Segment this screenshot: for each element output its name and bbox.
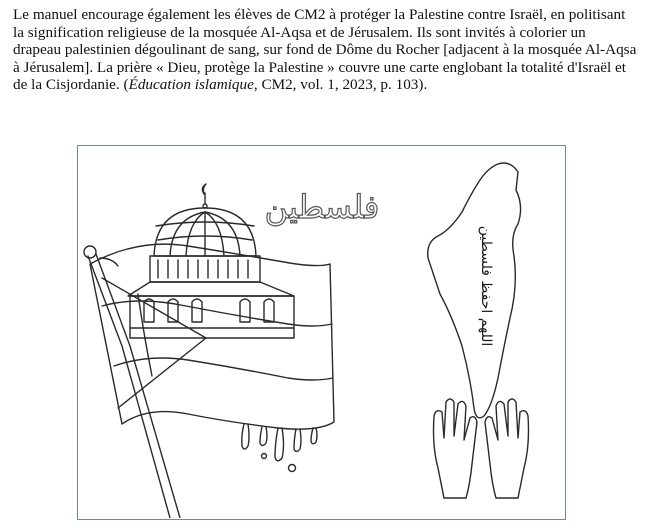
palestine-map-outline: [428, 163, 521, 418]
illustration-svg: [78, 146, 564, 518]
caption-paragraph: [13, 6, 637, 94]
coloring-illustration: [77, 145, 566, 520]
palestinian-flag-drawing: [90, 244, 334, 471]
caption-text-end: , CM2, vol. 1, 2023, p. 103).: [253, 76, 428, 94]
map-prayer-text: اللهم احفظ فلسطين: [478, 225, 494, 347]
praying-hands-drawing: [434, 399, 529, 498]
flag-pole: [88, 254, 180, 518]
caption-text-main: Le manuel encourage également les élèves de CM2 à protéger la Palestine contre Israël, en politisant la signification religieuse de la mosquée Al-Aqsa et de Jérusalem. Ils sont invités à colorier un drapeau palestinien dégoulinant de sang, sur fond de Dôme du Rocher [adjacent à la mosquée Al-Aqsa à Jérusalem]. La prière « Dieu, protège la Palestine » couvre une carte englobant la totalité d'Israël et de la Cisjordanie. (: [13, 6, 637, 94]
palestine-calligraphy: فلسطين: [264, 188, 380, 226]
caption-source-title: Éducation islamique: [128, 76, 254, 94]
